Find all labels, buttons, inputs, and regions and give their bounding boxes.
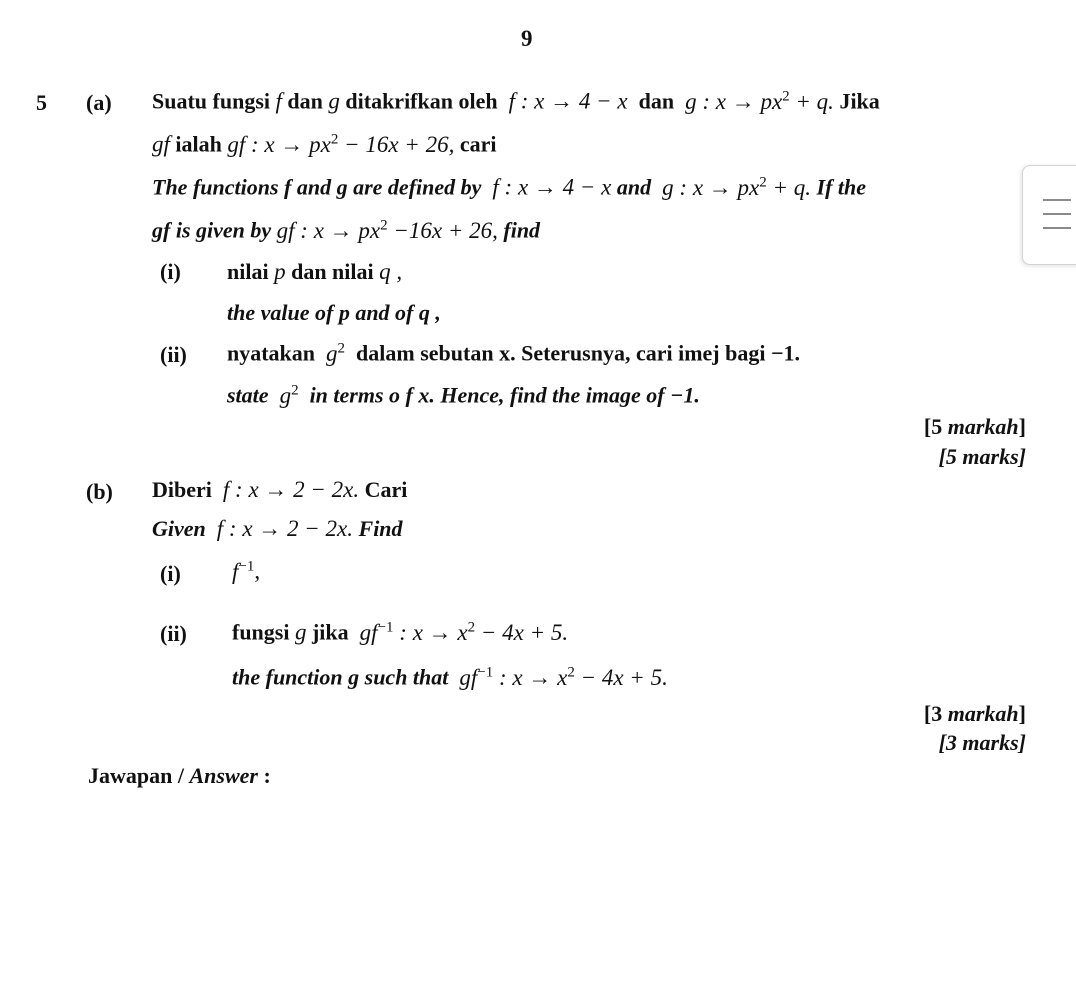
text: [3 bbox=[923, 701, 948, 726]
text: The functions bbox=[152, 174, 279, 200]
exponent: −1 bbox=[238, 558, 255, 574]
part-a-sub-ii-label: (ii) bbox=[160, 342, 187, 367]
text: in terms o f x. Hence, find the image of −1. bbox=[309, 382, 700, 408]
text: jika bbox=[311, 619, 349, 645]
part-a-sub-ii-english bbox=[227, 382, 700, 409]
text: markah bbox=[947, 414, 1019, 439]
menu-icon-line bbox=[1043, 213, 1071, 215]
equation-tail: + q. bbox=[789, 88, 834, 114]
part-b-sub-i-inverse bbox=[232, 558, 260, 585]
text: [5 bbox=[923, 414, 948, 439]
equation-base: g : x → px bbox=[685, 88, 783, 114]
text: dalam sebutan x. Seterusnya, cari imej bagi −1. bbox=[356, 340, 801, 366]
text: and bbox=[616, 174, 652, 200]
equation-gf-inverse bbox=[459, 665, 667, 690]
text: dan nilai bbox=[291, 259, 374, 284]
text: Jika bbox=[839, 88, 880, 114]
part-a-english-line-2 bbox=[152, 217, 540, 244]
function-g: g bbox=[294, 619, 307, 645]
equation-base: : x → x bbox=[493, 664, 568, 690]
exponent: −1 bbox=[477, 664, 494, 680]
equation-f: f : x → 2 − 2x. bbox=[222, 477, 360, 502]
part-a-sub-i-english: the value of p and of q , bbox=[227, 300, 441, 325]
side-panel-toggle[interactable] bbox=[1022, 165, 1076, 265]
text: Answer bbox=[189, 763, 258, 788]
comma: , bbox=[254, 558, 261, 584]
function-g: g bbox=[336, 174, 348, 200]
part-b-sub-ii-label: (ii) bbox=[160, 621, 187, 646]
composite-gf: gf bbox=[459, 664, 478, 690]
exponent: 2 bbox=[337, 340, 346, 356]
menu-icon-line bbox=[1043, 199, 1071, 201]
function-g: g bbox=[279, 382, 292, 408]
part-a-malay-line-2 bbox=[152, 131, 496, 158]
text: state bbox=[227, 382, 269, 408]
text: If the bbox=[816, 174, 867, 200]
equation-f: f : x → 4 − x bbox=[508, 88, 628, 114]
equation-tail: − 16x + 26, bbox=[338, 131, 455, 157]
exponent: 2 bbox=[330, 131, 339, 147]
equation-g bbox=[685, 89, 834, 114]
composite-gf: gf bbox=[359, 619, 378, 645]
function-g: g bbox=[328, 88, 340, 114]
part-b-sub-ii-english bbox=[232, 664, 668, 691]
text: nilai bbox=[227, 259, 269, 284]
function-f-inverse bbox=[232, 559, 254, 584]
answer-label bbox=[88, 763, 271, 789]
equation-tail: −16x + 26, bbox=[387, 217, 498, 243]
part-b-marks-english: [3 marks] bbox=[938, 730, 1026, 755]
part-a-label: (a) bbox=[86, 90, 112, 115]
exponent: 2 bbox=[759, 174, 767, 190]
function-g-squared bbox=[280, 383, 299, 408]
equation-g bbox=[662, 175, 811, 200]
text: cari bbox=[459, 131, 497, 157]
page-number: 9 bbox=[521, 26, 533, 51]
variable-p: p bbox=[274, 259, 286, 284]
composite-gf: gf bbox=[152, 131, 170, 157]
part-b-label: (b) bbox=[86, 479, 113, 504]
text: Jawapan / bbox=[88, 763, 190, 788]
text: is given by bbox=[175, 217, 272, 243]
text: are defined by bbox=[353, 174, 482, 200]
text: Find bbox=[358, 516, 403, 541]
text: ditakrifkan oleh bbox=[345, 88, 498, 114]
equation-gf bbox=[227, 132, 454, 157]
equation-gf-inverse bbox=[360, 620, 568, 645]
equation-tail: − 4x + 5. bbox=[574, 664, 668, 690]
equation-base: gf : x → px bbox=[227, 131, 331, 157]
exponent: 2 bbox=[782, 88, 790, 104]
text: Given bbox=[152, 516, 206, 541]
text: ] bbox=[1018, 414, 1026, 439]
exponent: −1 bbox=[377, 619, 394, 635]
composite-gf: gf bbox=[152, 217, 171, 243]
part-a-english-line-1 bbox=[152, 174, 866, 201]
part-b-english bbox=[152, 516, 403, 542]
exponent: 2 bbox=[467, 619, 476, 635]
part-b-sub-i-label: (i) bbox=[160, 561, 181, 586]
equation-tail: + q. bbox=[766, 174, 812, 200]
part-b-marks-malay bbox=[924, 701, 1026, 727]
exponent: 2 bbox=[567, 664, 575, 680]
variable-q: q , bbox=[379, 259, 403, 284]
menu-icon-line bbox=[1043, 227, 1071, 229]
exponent: 2 bbox=[380, 217, 388, 233]
text: ] bbox=[1018, 701, 1026, 726]
function-f: f bbox=[284, 174, 292, 200]
text: ialah bbox=[175, 131, 222, 157]
text: Cari bbox=[364, 477, 408, 502]
part-a-malay-line-1 bbox=[152, 88, 880, 115]
part-a-sub-ii-malay bbox=[227, 340, 800, 367]
function-g: g bbox=[326, 340, 338, 366]
equation-tail: − 4x + 5. bbox=[475, 619, 569, 645]
equation-base: g : x → px bbox=[662, 174, 760, 200]
text: markah bbox=[947, 701, 1019, 726]
equation-f: f : x → 4 − x bbox=[492, 174, 612, 200]
exponent: 2 bbox=[291, 382, 299, 398]
equation-base: : x → x bbox=[393, 619, 468, 645]
function-f: f bbox=[275, 88, 282, 114]
text: Suatu fungsi bbox=[152, 88, 271, 114]
part-b-malay bbox=[152, 477, 407, 503]
equation-base: gf : x → px bbox=[276, 217, 381, 243]
equation-f: f : x → 2 − 2x. bbox=[216, 516, 354, 541]
part-a-marks-malay bbox=[924, 414, 1026, 440]
text: dan bbox=[638, 88, 675, 114]
function-g-squared bbox=[326, 341, 345, 366]
text: the function g such that bbox=[232, 664, 449, 690]
text: find bbox=[503, 217, 541, 243]
text: and bbox=[296, 174, 332, 200]
function-f: f bbox=[232, 558, 239, 584]
text: dan bbox=[287, 88, 323, 114]
question-number: 5 bbox=[36, 90, 47, 115]
part-a-sub-i-malay bbox=[227, 259, 402, 285]
text: Diberi bbox=[152, 477, 212, 502]
text: fungsi bbox=[232, 619, 290, 645]
part-a-marks-english: [5 marks] bbox=[938, 444, 1026, 469]
part-a-sub-i-label: (i) bbox=[160, 259, 181, 284]
text: : bbox=[257, 763, 271, 788]
equation-gf bbox=[277, 218, 498, 243]
text: nyatakan bbox=[227, 340, 316, 366]
part-b-sub-ii-malay bbox=[232, 619, 568, 646]
